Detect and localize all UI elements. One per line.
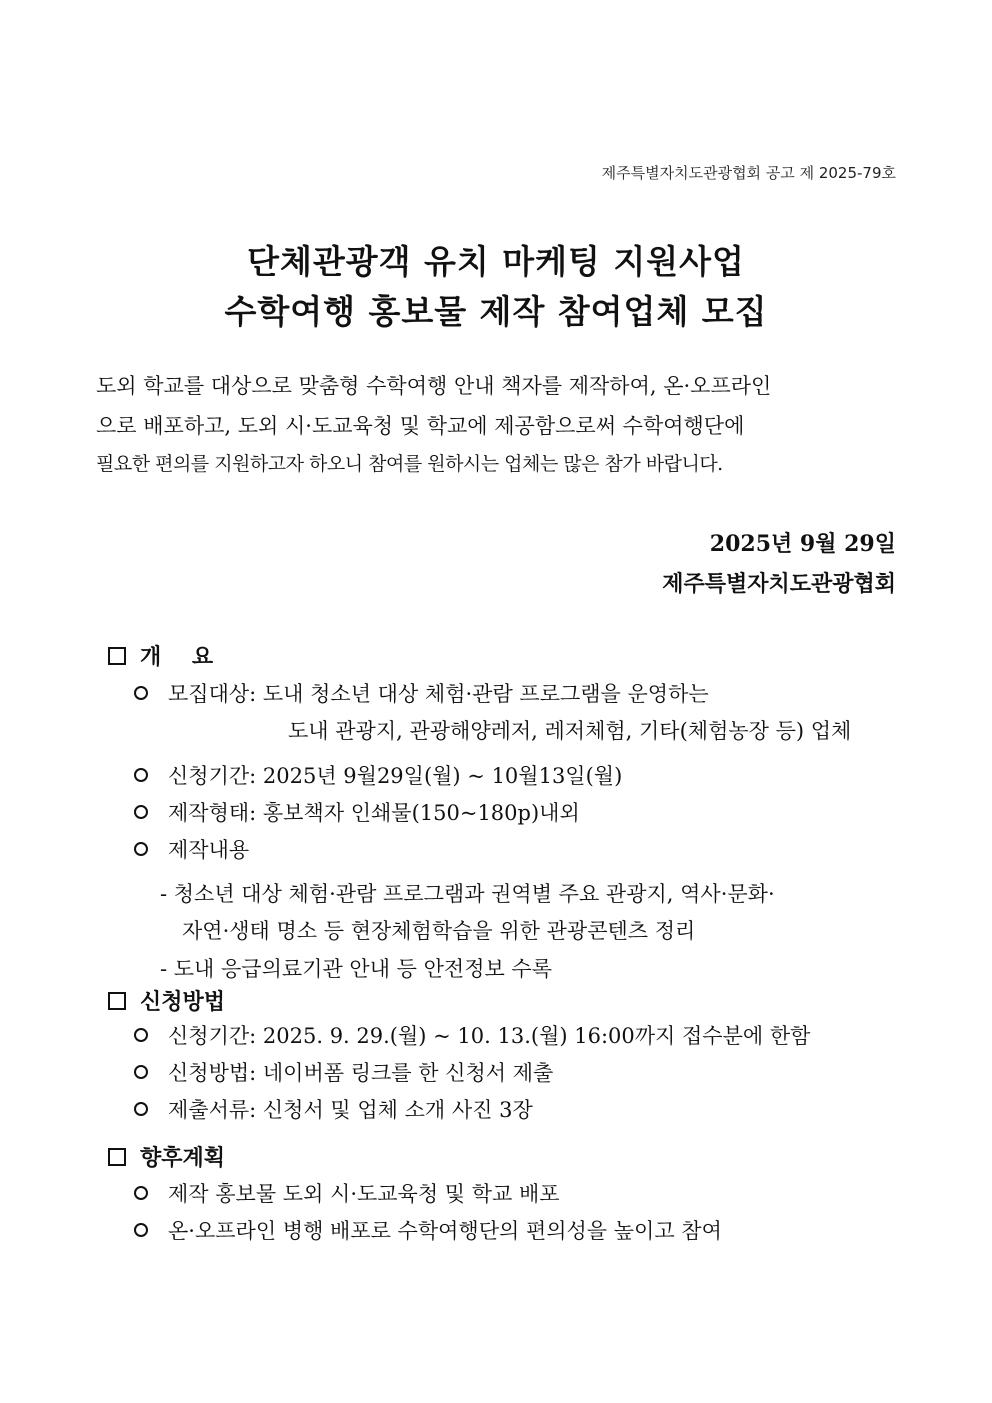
circle-bullet-icon <box>134 768 148 782</box>
circle-bullet-icon <box>134 1065 148 1079</box>
section-plan-heading <box>108 1141 225 1172</box>
section-apply-label: 신청방법 <box>140 989 226 1015</box>
section-apply-heading <box>108 985 225 1016</box>
intro-line-1: 도외 학교를 대상으로 맞춤형 수학여행 안내 책자를 제작하여, 온·오프라인 <box>96 374 772 398</box>
apply-method-text: 신청방법: 네이버폼 링크를 한 신청서 제출 <box>168 1061 554 1085</box>
overview-content-text: 제작내용 <box>168 838 250 862</box>
plan-item-2 <box>134 1215 722 1245</box>
apply-docs-text: 제출서류: 신청서 및 업체 소개 사진 3장 <box>168 1098 533 1122</box>
title-line-1: 단체관광객 유치 마케팅 지원사업 <box>247 242 745 281</box>
issuing-organization: 제주특별자치도관광협회 <box>662 571 896 597</box>
circle-bullet-icon <box>134 1102 148 1116</box>
content-subitem-1: - 청소년 대상 체험·관람 프로그램과 권역별 주요 관광지, 역사·문화· <box>160 882 775 906</box>
overview-content-item <box>134 834 249 864</box>
section-overview-heading <box>108 640 213 671</box>
circle-bullet-icon <box>134 805 148 819</box>
checkbox-square-icon <box>108 1148 126 1166</box>
plan-item-2-text: 온·오프라인 병행 배포로 수학여행단의 편의성을 높이고 참여 <box>168 1219 722 1243</box>
checkbox-square-icon <box>108 992 126 1010</box>
circle-bullet-icon <box>134 842 148 856</box>
apply-method-item <box>134 1057 553 1087</box>
overview-format-text: 제작형태: 홍보책자 인쇄물(150~180p)내외 <box>168 801 580 825</box>
overview-period-text: 신청기간: 2025년 9월29일(월) ~ 10월13일(월) <box>168 764 623 788</box>
overview-target-continuation: 도내 관광지, 관광해양레저, 레저체험, 기타(체험농장 등) 업체 <box>288 719 852 743</box>
circle-bullet-icon <box>134 686 148 700</box>
apply-period-text: 신청기간: 2025. 9. 29.(월) ~ 10. 13.(월) 16:00까지 접수분에 한함 <box>168 1024 811 1048</box>
title-line-2: 수학여행 홍보물 제작 참여업체 모집 <box>224 292 768 331</box>
intro-line-2: 으로 배포하고, 도외 시·도교육청 및 학교에 제공함으로써 수학여행단에 <box>96 414 745 438</box>
overview-target-text: 모집대상: 도내 청소년 대상 체험·관람 프로그램을 운영하는 <box>168 682 709 706</box>
circle-bullet-icon <box>134 1028 148 1042</box>
overview-format-item <box>134 797 580 827</box>
plan-item-1-text: 제작 홍보물 도외 시·도교육청 및 학교 배포 <box>168 1182 560 1206</box>
notice-date: 2025년 9월 29일 <box>709 531 896 557</box>
apply-docs-item <box>134 1094 533 1124</box>
circle-bullet-icon <box>134 1223 148 1237</box>
overview-target-item <box>134 678 709 708</box>
section-plan-label: 향후계획 <box>140 1145 226 1171</box>
section-overview-label: 개 요 <box>140 644 214 670</box>
checkbox-square-icon <box>108 647 126 665</box>
circle-bullet-icon <box>134 1186 148 1200</box>
content-subitem-1-continuation: 자연·생태 명소 등 현장체험학습을 위한 관광콘텐츠 정리 <box>182 919 696 943</box>
intro-line-3: 필요한 편의를 지원하고자 하오니 참여를 원하시는 업체는 많은 참가 바랍니다. <box>96 453 723 475</box>
apply-period-item <box>134 1020 810 1050</box>
content-subitem-2: - 도내 응급의료기관 안내 등 안전정보 수록 <box>160 957 553 981</box>
plan-item-1 <box>134 1178 560 1208</box>
overview-period-item <box>134 760 622 790</box>
notice-reference-number: 제주특별자치도관광협회 공고 제 2025-79호 <box>601 164 896 182</box>
